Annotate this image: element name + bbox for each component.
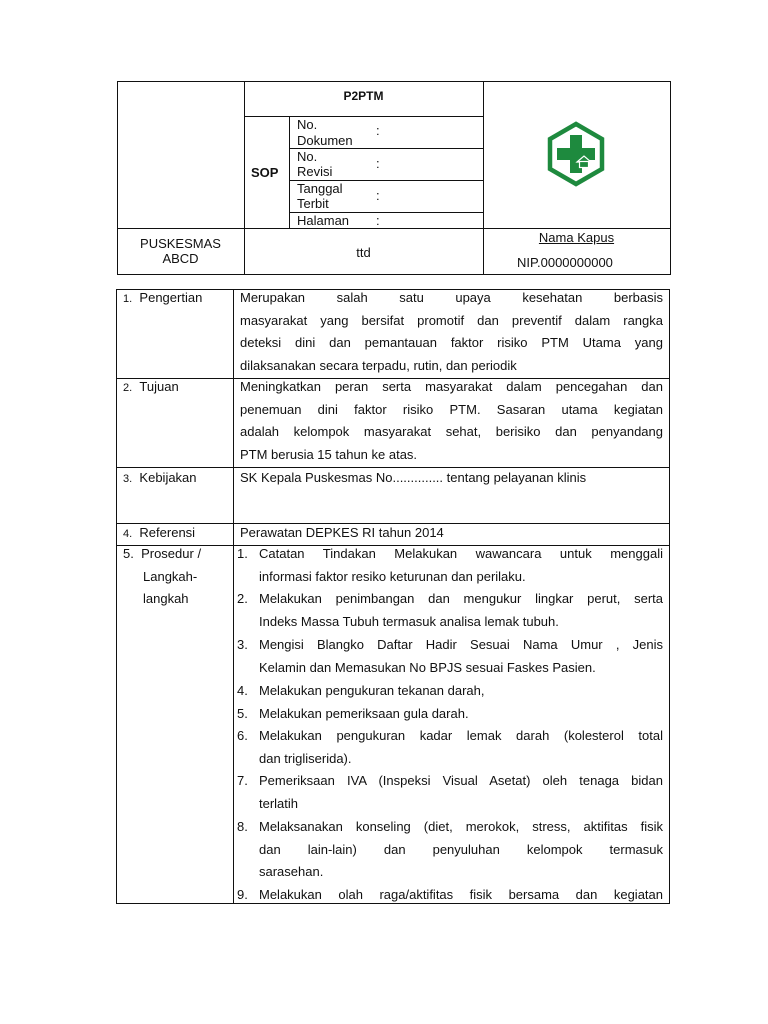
section-body <box>240 467 663 490</box>
field-label: Terbit <box>297 196 329 211</box>
body-line: adalah kelompok masyarakat sehat, berisiko dan penyandang <box>240 424 663 439</box>
body-line: penemuan dini faktor risiko PTM. Sasaran utama kegiatan <box>240 401 663 417</box>
step-number: 7. <box>237 773 248 788</box>
section-title-line: Langkah- <box>143 569 198 584</box>
body-line: Melakukan pengukuran kadar lemak darah (kolesterol total <box>259 728 663 743</box>
step-number: 6. <box>237 728 248 743</box>
body-line: Melakukan pemeriksaan gula darah. <box>259 706 469 721</box>
section-number: 2. <box>123 382 133 394</box>
body-line: Perawatan DEPKES RI tahun 2014 <box>240 525 444 540</box>
section-body <box>240 287 663 377</box>
field-label: Dokumen <box>297 133 353 148</box>
section-title: Prosedur / <box>141 546 202 561</box>
step-number: 3. <box>237 637 248 652</box>
step-number: 1. <box>237 546 248 561</box>
head-name: Nama Kapus <box>538 230 615 245</box>
sop-label: SOP <box>251 165 279 180</box>
step-number: 4. <box>237 683 248 698</box>
body-line: SK Kepala Puskesmas No.............. tentang pelayanan klinis <box>240 470 587 485</box>
step-text <box>259 588 663 633</box>
section-label <box>123 543 201 566</box>
body-line: Melakukan olah raga/aktifitas fisik bersama dan kegiatan <box>259 887 663 902</box>
step-text <box>259 725 663 770</box>
body-line: Mengisi Blangko Daftar Hadir Sesuai Nama Umur , Jenis <box>259 637 663 652</box>
body-line: dilaksanakan secara terpadu, rutin, dan periodik <box>240 357 517 373</box>
section-body <box>240 376 663 466</box>
section-body <box>240 522 663 545</box>
org-line1: PUSKESMAS <box>140 236 221 251</box>
body-line: deteksi dini dan pemantauan faktor risiko PTM Utama yang <box>240 335 663 350</box>
section-label <box>123 287 202 311</box>
step-text <box>259 703 663 726</box>
step-number: 5. <box>237 706 248 721</box>
section-number: 4. <box>123 528 133 540</box>
body-line: Melaksanakan konseling (diet, merokok, stress, aktifitas fisik <box>259 819 663 834</box>
body-line: masyarakat yang bersifat promotif dan preventif dalam rangka <box>240 312 663 328</box>
body-line: sarasehan. <box>259 864 324 879</box>
body-line: Catatan Tindakan Melakukan wawancara untuk menggali <box>259 546 663 561</box>
body-line: Melakukan pengukuran tekanan darah, <box>259 683 485 698</box>
field-label: No. <box>297 117 318 132</box>
body-line: Kelamin dan Memasukan No BPJS sesuai Faskes Pasien. <box>259 659 596 675</box>
body-line: terlatih <box>259 795 299 811</box>
body-line: dan trigliserida). <box>259 750 352 766</box>
section-title-line: langkah <box>143 591 189 606</box>
field-colon: : <box>376 213 380 228</box>
section-title: Pengertian <box>139 290 203 305</box>
section-label <box>123 376 179 400</box>
step-number: 9. <box>237 887 248 902</box>
field-label: Halaman <box>297 213 350 228</box>
field-label: No. <box>297 149 318 164</box>
org-line2: ABCD <box>162 251 199 266</box>
head-nip: NIP.0000000000 <box>517 255 613 270</box>
signature-text: ttd <box>356 245 371 260</box>
step-number: 2. <box>237 591 248 606</box>
step-number: 8. <box>237 819 248 834</box>
section-title: Referensi <box>139 525 196 540</box>
section-label <box>123 467 197 491</box>
section-title: Tujuan <box>139 379 179 394</box>
step-text <box>259 816 663 884</box>
puskesmas-logo-icon <box>543 121 609 187</box>
field-label: Revisi <box>297 164 333 179</box>
body-line: dan lain-lain) dan penyuluhan kelompok termasuk <box>259 841 663 857</box>
body-line: Meningkatkan peran serta masyarakat dalam pencegahan dan <box>240 379 663 394</box>
field-colon: : <box>376 123 380 138</box>
step-text <box>259 634 663 679</box>
body-line: informasi faktor resiko keturunan dan perilaku. <box>259 568 526 584</box>
step-text <box>259 543 663 588</box>
field-colon: : <box>376 156 380 171</box>
section-title: Kebijakan <box>139 470 197 485</box>
step-text <box>259 680 663 703</box>
field-colon: : <box>376 188 380 203</box>
body-line: Melakukan penimbangan dan mengukur lingkar perut, serta <box>259 591 663 606</box>
body-line: Indeks Massa Tubuh termasuk analisa lemak tubuh. <box>259 613 559 629</box>
body-line: Pemeriksaan IVA (Inspeksi Visual Asetat) oleh tenaga bidan <box>259 773 663 788</box>
section-number: 3. <box>123 473 133 485</box>
body-line: PTM berusia 15 tahun ke atas. <box>240 446 418 462</box>
section-number: 1. <box>123 293 133 305</box>
section-number: 5. <box>123 546 134 561</box>
step-text <box>259 770 663 815</box>
step-text <box>259 884 663 907</box>
org-name <box>117 236 244 266</box>
section-label <box>123 522 195 546</box>
document-title: P2PTM <box>343 89 384 103</box>
body-line: Merupakan salah satu upaya kesehatan berbasis <box>240 290 663 305</box>
field-label: Tanggal <box>297 181 343 196</box>
